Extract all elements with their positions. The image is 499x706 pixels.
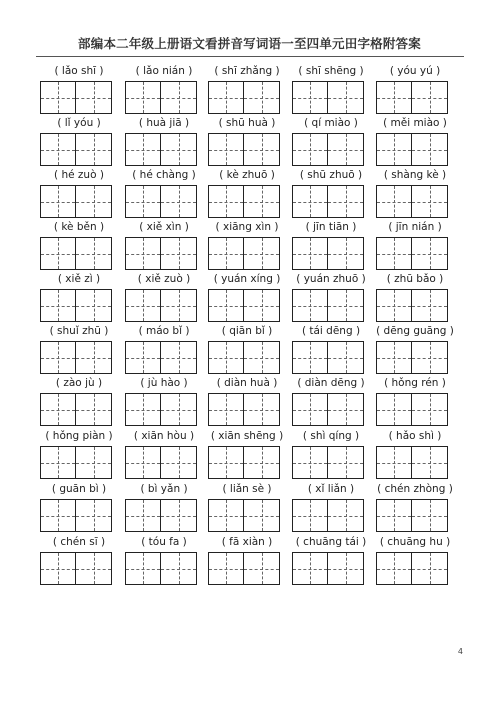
tianzige-cell[interactable]	[208, 289, 244, 322]
tianzige-cell[interactable]	[412, 393, 448, 426]
tianzige-boxes	[292, 552, 364, 585]
pinyin-label: ( xiě zuò )	[137, 273, 191, 285]
word-exercise	[121, 63, 207, 117]
tianzige-cell[interactable]	[292, 499, 328, 532]
tianzige-cell[interactable]	[40, 81, 76, 114]
tianzige-cell[interactable]	[208, 341, 244, 374]
word-exercise	[121, 219, 207, 273]
exercise-row	[36, 63, 464, 117]
exercise-row	[36, 167, 464, 221]
word-exercise	[372, 271, 458, 325]
word-exercise	[372, 167, 458, 221]
word-exercise	[36, 534, 122, 588]
pinyin-label: ( hǒng rén )	[384, 377, 446, 389]
tianzige-cell[interactable]	[76, 289, 112, 322]
pinyin-label: ( jīn tiān )	[305, 221, 357, 233]
tianzige-boxes	[208, 393, 280, 426]
pinyin-label: ( qiān bǐ )	[221, 325, 273, 337]
word-exercise	[372, 219, 458, 273]
tianzige-cell[interactable]	[328, 552, 364, 585]
tianzige-cell[interactable]	[292, 393, 328, 426]
tianzige-cell[interactable]	[208, 499, 244, 532]
word-exercise	[288, 63, 374, 117]
word-exercise	[36, 323, 122, 377]
tianzige-cell[interactable]	[76, 499, 112, 532]
tianzige-boxes	[40, 185, 112, 218]
tianzige-cell[interactable]	[125, 133, 161, 166]
tianzige-cell[interactable]	[40, 185, 76, 218]
word-exercise	[288, 375, 374, 429]
page-number: 4	[457, 647, 463, 656]
tianzige-boxes	[376, 341, 448, 374]
word-exercise	[204, 219, 290, 273]
tianzige-boxes	[40, 552, 112, 585]
word-exercise	[121, 534, 207, 588]
exercise-row	[36, 428, 464, 482]
word-exercise	[36, 167, 122, 221]
tianzige-boxes	[376, 133, 448, 166]
pinyin-label: ( dēng guāng )	[376, 325, 454, 337]
tianzige-boxes	[292, 133, 364, 166]
tianzige-cell[interactable]	[376, 341, 412, 374]
tianzige-boxes	[376, 237, 448, 270]
tianzige-cell[interactable]	[161, 81, 197, 114]
pinyin-label: ( xiān hòu )	[133, 430, 195, 442]
tianzige-cell[interactable]	[328, 185, 364, 218]
tianzige-cell[interactable]	[412, 289, 448, 322]
tianzige-cell[interactable]	[161, 185, 197, 218]
tianzige-cell[interactable]	[412, 185, 448, 218]
tianzige-cell[interactable]	[76, 341, 112, 374]
pinyin-label: ( liǎn sè )	[222, 483, 272, 495]
tianzige-boxes	[40, 446, 112, 479]
tianzige-cell[interactable]	[292, 81, 328, 114]
tianzige-cell[interactable]	[125, 446, 161, 479]
exercise-row	[36, 323, 464, 377]
tianzige-cell[interactable]	[412, 133, 448, 166]
pinyin-label: ( hé zuò )	[54, 169, 104, 181]
word-exercise	[204, 428, 290, 482]
pinyin-label: ( tóu fa )	[141, 536, 187, 548]
tianzige-cell[interactable]	[125, 289, 161, 322]
tianzige-boxes	[376, 393, 448, 426]
tianzige-boxes	[40, 81, 112, 114]
tianzige-cell[interactable]	[125, 499, 161, 532]
tianzige-cell[interactable]	[376, 499, 412, 532]
tianzige-boxes	[125, 133, 197, 166]
tianzige-cell[interactable]	[244, 185, 280, 218]
word-exercise	[36, 375, 122, 429]
tianzige-cell[interactable]	[161, 499, 197, 532]
word-exercise	[288, 115, 374, 169]
tianzige-cell[interactable]	[125, 81, 161, 114]
tianzige-cell[interactable]	[376, 289, 412, 322]
tianzige-cell[interactable]	[328, 499, 364, 532]
tianzige-boxes	[208, 237, 280, 270]
pinyin-label: ( jīn nián )	[388, 221, 442, 233]
tianzige-cell[interactable]	[208, 185, 244, 218]
pinyin-label: ( diàn dēng )	[297, 377, 365, 389]
tianzige-cell[interactable]	[244, 499, 280, 532]
tianzige-boxes	[40, 499, 112, 532]
tianzige-boxes	[208, 341, 280, 374]
tianzige-cell[interactable]	[328, 81, 364, 114]
tianzige-boxes	[292, 289, 364, 322]
tianzige-cell[interactable]	[208, 393, 244, 426]
tianzige-boxes	[208, 552, 280, 585]
tianzige-cell[interactable]	[40, 552, 76, 585]
exercise-row	[36, 375, 464, 429]
tianzige-boxes	[125, 237, 197, 270]
pinyin-label: ( guān bì )	[51, 483, 107, 495]
word-exercise	[372, 428, 458, 482]
word-exercise	[204, 63, 290, 117]
tianzige-boxes	[125, 393, 197, 426]
word-exercise	[204, 271, 290, 325]
tianzige-boxes	[208, 499, 280, 532]
word-exercise	[204, 323, 290, 377]
tianzige-boxes	[208, 185, 280, 218]
tianzige-cell[interactable]	[125, 552, 161, 585]
tianzige-cell[interactable]	[292, 341, 328, 374]
tianzige-cell[interactable]	[244, 289, 280, 322]
tianzige-cell[interactable]	[40, 237, 76, 270]
word-exercise	[121, 167, 207, 221]
pinyin-label: ( qí miào )	[304, 117, 358, 129]
tianzige-cell[interactable]	[125, 185, 161, 218]
pinyin-label: ( yuán xíng )	[213, 273, 281, 285]
exercise-row	[36, 271, 464, 325]
tianzige-boxes	[208, 289, 280, 322]
word-exercise	[288, 428, 374, 482]
tianzige-boxes	[376, 446, 448, 479]
pinyin-label: ( hǒng piàn )	[45, 430, 113, 442]
tianzige-boxes	[208, 133, 280, 166]
tianzige-cell[interactable]	[76, 133, 112, 166]
exercise-row	[36, 115, 464, 169]
pinyin-label: ( chuāng tái )	[295, 536, 367, 548]
pinyin-label: ( kè běn )	[53, 221, 105, 233]
tianzige-cell[interactable]	[40, 341, 76, 374]
word-exercise	[372, 375, 458, 429]
tianzige-cell[interactable]	[412, 237, 448, 270]
tianzige-cell[interactable]	[76, 552, 112, 585]
exercise-row	[36, 219, 464, 273]
tianzige-cell[interactable]	[376, 393, 412, 426]
word-exercise	[36, 63, 122, 117]
word-exercise	[121, 481, 207, 535]
pinyin-label: ( fā xiàn )	[221, 536, 273, 548]
pinyin-label: ( lǎo shī )	[54, 65, 104, 77]
exercise-row	[36, 481, 464, 535]
tianzige-cell[interactable]	[292, 185, 328, 218]
word-exercise	[288, 271, 374, 325]
tianzige-boxes	[292, 341, 364, 374]
tianzige-boxes	[376, 185, 448, 218]
pinyin-label: ( máo bǐ )	[138, 325, 190, 337]
tianzige-cell[interactable]	[244, 552, 280, 585]
tianzige-boxes	[40, 289, 112, 322]
tianzige-boxes	[125, 341, 197, 374]
tianzige-cell[interactable]	[40, 393, 76, 426]
pinyin-label: ( xiě zì )	[57, 273, 101, 285]
word-exercise	[288, 219, 374, 273]
word-exercise	[121, 428, 207, 482]
pinyin-label: ( shàng kè )	[383, 169, 447, 181]
tianzige-cell[interactable]	[376, 237, 412, 270]
tianzige-cell[interactable]	[328, 133, 364, 166]
word-exercise	[372, 63, 458, 117]
word-exercise	[372, 323, 458, 377]
tianzige-boxes	[125, 81, 197, 114]
pinyin-label: ( jù hào )	[140, 377, 188, 389]
tianzige-boxes	[125, 446, 197, 479]
pinyin-label: ( shì qíng )	[302, 430, 360, 442]
tianzige-cell[interactable]	[244, 341, 280, 374]
pinyin-label: ( xǐ liǎn )	[307, 483, 355, 495]
tianzige-boxes	[40, 393, 112, 426]
word-exercise	[121, 323, 207, 377]
pinyin-label: ( shū huà )	[218, 117, 276, 129]
pinyin-label: ( chén zhòng )	[377, 483, 453, 495]
tianzige-boxes	[376, 499, 448, 532]
tianzige-boxes	[292, 185, 364, 218]
word-exercise	[36, 481, 122, 535]
tianzige-cell[interactable]	[244, 237, 280, 270]
tianzige-cell[interactable]	[161, 133, 197, 166]
word-exercise	[204, 167, 290, 221]
tianzige-cell[interactable]	[208, 81, 244, 114]
tianzige-cell[interactable]	[328, 393, 364, 426]
tianzige-boxes	[125, 552, 197, 585]
tianzige-cell[interactable]	[244, 446, 280, 479]
word-exercise	[36, 428, 122, 482]
tianzige-cell[interactable]	[40, 499, 76, 532]
pinyin-label: ( hé chàng )	[132, 169, 196, 181]
pinyin-label: ( zào jù )	[55, 377, 103, 389]
tianzige-boxes	[208, 81, 280, 114]
word-exercise	[121, 375, 207, 429]
tianzige-boxes	[376, 289, 448, 322]
tianzige-cell[interactable]	[328, 341, 364, 374]
tianzige-boxes	[125, 499, 197, 532]
tianzige-boxes	[40, 237, 112, 270]
word-exercise	[372, 481, 458, 535]
pinyin-label: ( kè zhuō )	[219, 169, 275, 181]
tianzige-cell[interactable]	[412, 499, 448, 532]
pinyin-label: ( shuǐ zhū )	[49, 325, 109, 337]
tianzige-cell[interactable]	[208, 446, 244, 479]
pinyin-label: ( měi miào )	[383, 117, 447, 129]
tianzige-cell[interactable]	[76, 185, 112, 218]
tianzige-cell[interactable]	[412, 81, 448, 114]
pinyin-label: ( tái dēng )	[301, 325, 361, 337]
pinyin-label: ( xiāng xìn )	[215, 221, 279, 233]
word-exercise	[288, 481, 374, 535]
pinyin-label: ( shī zhǎng )	[214, 65, 280, 77]
word-exercise	[36, 271, 122, 325]
pinyin-label: ( yuán zhuō )	[296, 273, 366, 285]
tianzige-cell[interactable]	[161, 552, 197, 585]
word-exercise	[288, 167, 374, 221]
pinyin-label: ( xiě xìn )	[139, 221, 189, 233]
tianzige-cell[interactable]	[244, 81, 280, 114]
tianzige-cell[interactable]	[76, 393, 112, 426]
tianzige-cell[interactable]	[125, 237, 161, 270]
tianzige-boxes	[208, 446, 280, 479]
tianzige-cell[interactable]	[292, 552, 328, 585]
pinyin-label: ( chén sī )	[52, 536, 106, 548]
tianzige-cell[interactable]	[161, 237, 197, 270]
word-exercise	[288, 534, 374, 588]
tianzige-cell[interactable]	[244, 393, 280, 426]
tianzige-cell[interactable]	[376, 133, 412, 166]
tianzige-cell[interactable]	[328, 446, 364, 479]
tianzige-boxes	[125, 289, 197, 322]
tianzige-cell[interactable]	[376, 81, 412, 114]
word-exercise	[204, 534, 290, 588]
word-exercise	[372, 115, 458, 169]
tianzige-cell[interactable]	[125, 341, 161, 374]
pinyin-label: ( diàn huà )	[216, 377, 278, 389]
title-divider	[36, 56, 464, 57]
tianzige-cell[interactable]	[125, 393, 161, 426]
word-exercise	[288, 323, 374, 377]
word-exercise	[121, 271, 207, 325]
tianzige-cell[interactable]	[292, 237, 328, 270]
pinyin-label: ( lǎo nián )	[135, 65, 193, 77]
pinyin-label: ( shī shēng )	[298, 65, 364, 77]
tianzige-cell[interactable]	[76, 237, 112, 270]
tianzige-cell[interactable]	[412, 446, 448, 479]
tianzige-cell[interactable]	[161, 393, 197, 426]
tianzige-cell[interactable]	[40, 446, 76, 479]
exercise-row	[36, 534, 464, 588]
tianzige-boxes	[292, 237, 364, 270]
tianzige-cell[interactable]	[328, 237, 364, 270]
tianzige-boxes	[40, 133, 112, 166]
tianzige-cell[interactable]	[40, 289, 76, 322]
tianzige-cell[interactable]	[208, 133, 244, 166]
pinyin-label: ( zhū bǎo )	[386, 273, 444, 285]
tianzige-boxes	[125, 185, 197, 218]
tianzige-boxes	[40, 341, 112, 374]
word-exercise	[204, 375, 290, 429]
tianzige-cell[interactable]	[412, 341, 448, 374]
tianzige-boxes	[376, 81, 448, 114]
pinyin-label: ( bì yǎn )	[140, 483, 188, 495]
tianzige-cell[interactable]	[292, 133, 328, 166]
pinyin-label: ( shū zhuō )	[299, 169, 363, 181]
tianzige-cell[interactable]	[376, 185, 412, 218]
pinyin-label: ( hǎo shì )	[388, 430, 442, 442]
pinyin-label: ( chuāng hu )	[379, 536, 451, 548]
word-exercise	[204, 115, 290, 169]
word-exercise	[121, 115, 207, 169]
word-exercise	[36, 219, 122, 273]
tianzige-cell[interactable]	[161, 446, 197, 479]
tianzige-cell[interactable]	[328, 289, 364, 322]
tianzige-cell[interactable]	[208, 237, 244, 270]
tianzige-cell[interactable]	[412, 552, 448, 585]
word-exercise	[372, 534, 458, 588]
word-exercise	[204, 481, 290, 535]
pinyin-label: ( lǐ yóu )	[57, 117, 101, 129]
pinyin-label: ( huà jiā )	[138, 117, 190, 129]
tianzige-boxes	[292, 499, 364, 532]
tianzige-boxes	[292, 393, 364, 426]
tianzige-cell[interactable]	[292, 446, 328, 479]
tianzige-cell[interactable]	[76, 446, 112, 479]
tianzige-boxes	[376, 552, 448, 585]
pinyin-label: ( yóu yú )	[389, 65, 441, 77]
tianzige-cell[interactable]	[161, 341, 197, 374]
pinyin-label: ( xiān shēng )	[210, 430, 284, 442]
page-title: 部编本二年级上册语文看拼音写词语一至四单元田字格附答案	[78, 36, 421, 51]
tianzige-cell[interactable]	[376, 446, 412, 479]
tianzige-boxes	[292, 446, 364, 479]
tianzige-cell[interactable]	[292, 289, 328, 322]
tianzige-cell[interactable]	[244, 133, 280, 166]
tianzige-cell[interactable]	[161, 289, 197, 322]
tianzige-cell[interactable]	[208, 552, 244, 585]
tianzige-cell[interactable]	[76, 81, 112, 114]
word-exercise	[36, 115, 122, 169]
tianzige-boxes	[292, 81, 364, 114]
tianzige-cell[interactable]	[376, 552, 412, 585]
tianzige-cell[interactable]	[40, 133, 76, 166]
